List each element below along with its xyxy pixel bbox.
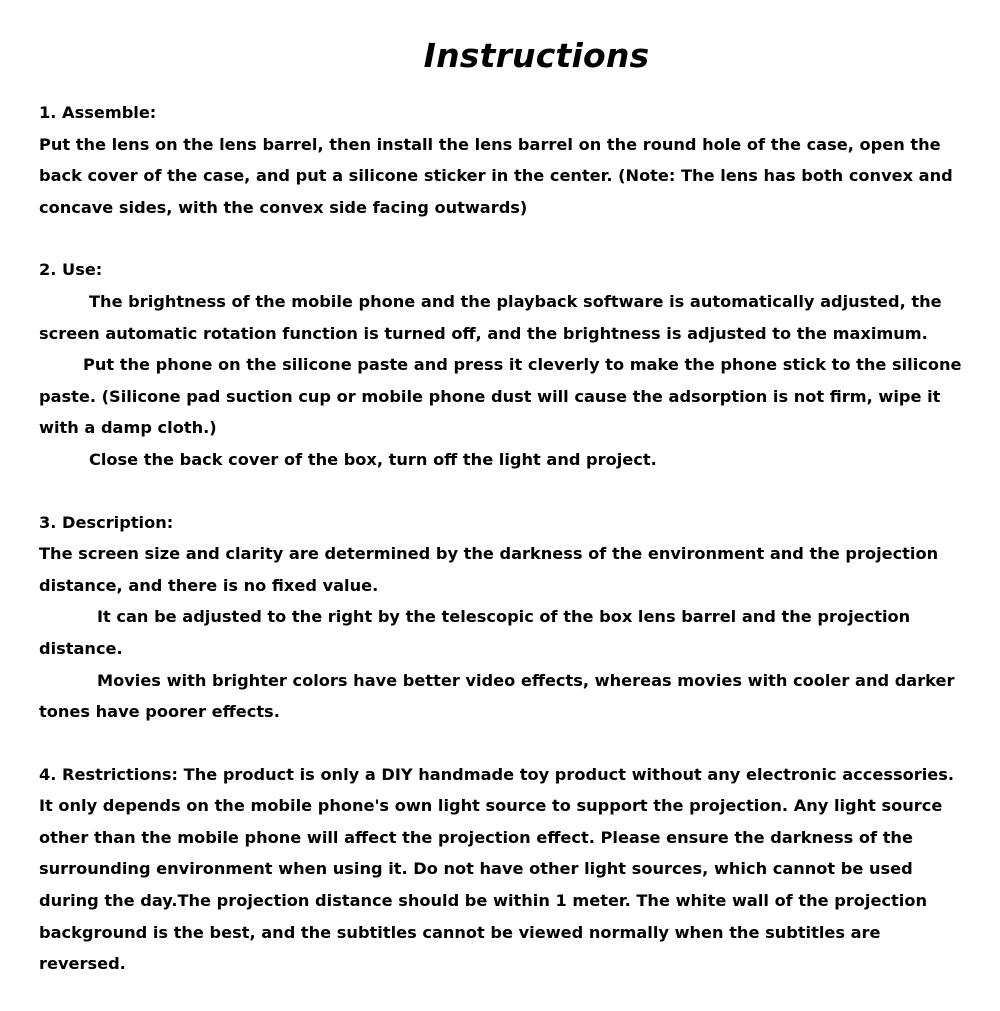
paragraph: It can be adjusted to the right by the telescopic of the box lens barrel and the projection distance. [39, 607, 911, 658]
section-heading: 3. Description: [39, 512, 174, 532]
paragraph: Movies with brighter colors have better video effects, whereas movies with cooler and darker tones have poorer effects. [39, 670, 955, 722]
section-restrictions [39, 759, 964, 980]
section-use [39, 254, 964, 475]
paragraph: Put the phone on the silicone paste and press it cleverly to make the phone stick to the silicone paste. (Silicone pad suction cup or mobile phone dust will cause the adsorption is not firm, wipe it with a damp cloth.) [39, 355, 962, 438]
paragraph: The brightness of the mobile phone and the playback software is automatically adjusted, the screen automatic rotation function is turned off, and the brightness is adjusted to the maximum. [39, 291, 942, 343]
paragraph: Close the back cover of the box, turn off the light and project. [89, 449, 657, 469]
section-heading: 1. Assemble: [39, 103, 157, 122]
page-title: Instructions [423, 36, 650, 75]
section-description [39, 507, 964, 728]
paragraph: 4. Restrictions: The product is only a DIY handmade toy product without any electronic accessories. It only depends on the mobile phone's own light source to support the projection. Any light source other than the mobile phone will affect the projection effect. Please ensure the darkness of the surrounding environment when using it. Do not have other light sources, which cannot be used during the day.The projection distance should be within 1 meter. The white wall of the projection background is the best, and the subtitles cannot be viewed normally when the subtitles are reversed. [39, 764, 955, 974]
paragraph: Put the lens on the lens barrel, then install the lens barrel on the round hole of the case, open the back cover of the case, and put a silicone sticker in the center. (Note: The lens has both convex and concave sides, with the convex side facing outwards) [39, 134, 953, 217]
paragraph: The screen size and clarity are determined by the darkness of the environment and the projection distance, and there is no fixed value. [39, 544, 939, 595]
section-assemble [39, 97, 964, 223]
instructions-document [39, 36, 964, 1011]
section-heading: 2. Use: [39, 260, 103, 280]
